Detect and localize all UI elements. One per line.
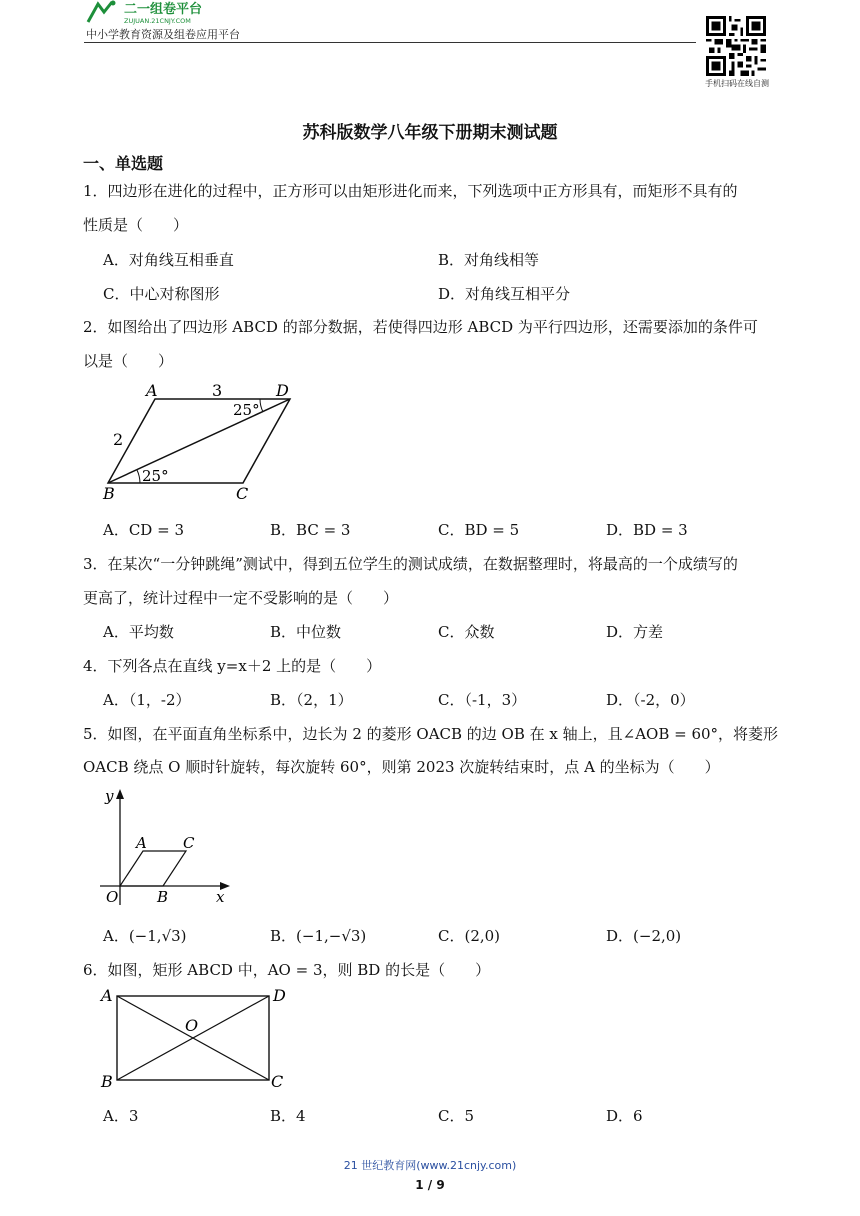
rhombus-coordinate-figure xyxy=(98,785,238,910)
q1-option-d[interactable]: D．对角线互相平分 xyxy=(438,285,571,303)
vertex-C-label: C xyxy=(271,1072,284,1091)
q2-option-c[interactable]: C．BD = 5 xyxy=(438,521,520,539)
q5-option-a[interactable]: A．(−1,√3) xyxy=(103,927,187,945)
vertex-C-label: C xyxy=(236,484,249,503)
brand-name: 二一组卷平台 xyxy=(124,2,203,17)
page-number: 1 / 9 xyxy=(415,1178,445,1192)
brand-logo xyxy=(84,0,274,26)
header-subtitle: 中小学教育资源及组卷应用平台 xyxy=(86,28,240,41)
q2-option-a[interactable]: A．CD = 3 xyxy=(103,521,184,539)
vertex-B-label: B xyxy=(103,484,115,503)
qr-code-image xyxy=(706,16,766,76)
length-AD-label: 3 xyxy=(212,381,223,400)
question-5-text-cont: OACB 绕点 O 顺时针旋转，每次旋转 60°，则第 2023 次旋转结束时，点 A 的坐标为（ ） xyxy=(83,758,720,776)
brand-url: ZUJUAN.21CNJY.COM xyxy=(124,17,191,25)
q6-option-c[interactable]: C．5 xyxy=(438,1107,475,1125)
question-3-text-cont: 更高了，统计过程中一定不受影响的是（ ） xyxy=(83,589,399,607)
question-6-text: 6．如图，矩形 ABCD 中，AO = 3，则 BD 的长是（ ） xyxy=(83,961,491,979)
q4-option-c[interactable]: C．（-1，3） xyxy=(438,691,527,709)
point-C-label: C xyxy=(183,834,195,852)
q1-option-c[interactable]: C．中心对称图形 xyxy=(103,285,220,303)
q6-option-a[interactable]: A．3 xyxy=(103,1107,139,1125)
q5-option-d[interactable]: D．(−2,0) xyxy=(606,927,682,945)
question-1-text: 1．四边形在进化的过程中，正方形可以由矩形进化而来，下列选项中正方形具有，而矩形不具有的 xyxy=(83,182,738,200)
section-heading: 一、单选题 xyxy=(83,154,164,173)
q1-option-b[interactable]: B．对角线相等 xyxy=(438,251,540,269)
qr-caption: 手机扫码在线自测 xyxy=(705,79,769,88)
quadrilateral-figure xyxy=(100,380,300,505)
question-1-text-cont: 性质是（ ） xyxy=(83,216,189,234)
vertex-D-label: D xyxy=(276,381,289,400)
vertex-A-label: A xyxy=(146,381,158,400)
x-axis-label: x xyxy=(216,888,225,906)
header-divider xyxy=(84,42,696,43)
q4-option-a[interactable]: A．（1，-2） xyxy=(103,691,191,709)
q3-option-a[interactable]: A．平均数 xyxy=(103,623,174,641)
q1-option-a[interactable]: A．对角线互相垂直 xyxy=(103,251,234,269)
question-3-text: 3．在某次“一分钟跳绳”测试中，得到五位学生的测试成绩，在数据整理时，将最高的一个成绩写的 xyxy=(83,555,738,573)
footer-site-link[interactable]: 21 世纪教育网(www.21cnjy.com) xyxy=(343,1159,517,1172)
q5-option-c[interactable]: C．(2,0) xyxy=(438,927,501,945)
document-title: 苏科版数学八年级下册期末测试题 xyxy=(302,123,558,143)
question-2-text-cont: 以是（ ） xyxy=(83,352,174,370)
vertex-D-label: D xyxy=(273,986,286,1005)
point-A-label: A xyxy=(136,834,147,852)
angle-bottom-label: 25° xyxy=(142,467,169,485)
q5-option-b[interactable]: B．(−1,−√3) xyxy=(270,927,367,945)
q4-option-d[interactable]: D．（-2，0） xyxy=(606,691,695,709)
q3-option-c[interactable]: C．众数 xyxy=(438,623,495,641)
point-B-label: B xyxy=(157,888,169,906)
q3-option-b[interactable]: B．中位数 xyxy=(270,623,342,641)
q6-option-d[interactable]: D．6 xyxy=(606,1107,643,1125)
origin-label: O xyxy=(106,888,119,906)
length-AB-label: 2 xyxy=(113,430,124,449)
q6-option-b[interactable]: B．4 xyxy=(270,1107,306,1125)
angle-top-label: 25° xyxy=(233,401,260,419)
q2-option-d[interactable]: D．BD = 3 xyxy=(606,521,688,539)
center-O-label: O xyxy=(185,1016,199,1035)
question-2-text: 2．如图给出了四边形 ABCD 的部分数据，若使得四边形 ABCD 为平行四边形，还需要添加的条件可 xyxy=(83,318,758,336)
q2-option-b[interactable]: B．BC = 3 xyxy=(270,521,351,539)
y-axis-label: y xyxy=(105,787,114,805)
q4-option-b[interactable]: B．（2，1） xyxy=(270,691,353,709)
vertex-A-label: A xyxy=(101,986,113,1005)
question-4-text: 4．下列各点在直线 y=x＋2 上的是（ ） xyxy=(83,657,382,675)
q3-option-d[interactable]: D．方差 xyxy=(606,623,664,641)
question-5-text: 5．如图，在平面直角坐标系中，边长为 2 的菱形 OACB 的边 OB 在 x 轴上，且∠AOB = 60°，将菱形 xyxy=(83,725,779,743)
rectangle-figure xyxy=(98,984,298,1094)
vertex-B-label: B xyxy=(101,1072,113,1091)
